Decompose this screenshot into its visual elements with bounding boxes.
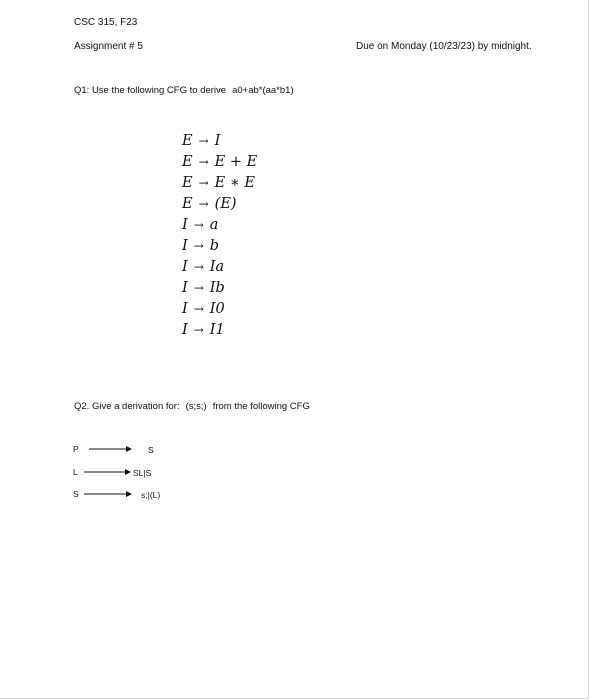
production-rhs: E + E bbox=[214, 154, 258, 170]
production-rhs: E ∗ E bbox=[214, 175, 255, 191]
production-rhs: Ib bbox=[209, 280, 225, 296]
production-rhs: I bbox=[214, 133, 221, 149]
due-date: Due on Monday (10/23/23) by midnight. bbox=[356, 41, 532, 52]
right-arrow-icon: → bbox=[193, 281, 204, 295]
production-lhs: I bbox=[182, 322, 188, 338]
question-1-prompt: Q1: Use the following CFG to derive bbox=[74, 85, 227, 96]
production-5 bbox=[182, 236, 257, 257]
production-8 bbox=[182, 299, 257, 320]
production-rhs: a bbox=[209, 217, 219, 233]
production-lhs: I bbox=[182, 217, 188, 233]
production-9 bbox=[182, 320, 257, 341]
question-2-prompt: Q2. Give a derivation for: bbox=[74, 401, 180, 412]
right-arrow-icon: → bbox=[193, 218, 204, 232]
production-lhs: I bbox=[182, 301, 188, 317]
cfg2-lhs-l: L bbox=[73, 467, 78, 477]
production-4 bbox=[182, 215, 257, 236]
production-lhs: E bbox=[182, 175, 193, 191]
cfg2-rhs-s: s;|(L) bbox=[141, 490, 161, 500]
right-arrow-icon: → bbox=[198, 134, 209, 148]
production-rhs: I1 bbox=[209, 322, 225, 338]
production-3 bbox=[182, 194, 257, 215]
production-1 bbox=[182, 152, 257, 173]
production-6 bbox=[182, 257, 257, 278]
assignment-title: Assignment # 5 bbox=[74, 41, 143, 52]
production-rhs: Ia bbox=[209, 259, 225, 275]
course-title: CSC 315, F23 bbox=[74, 17, 138, 28]
production-lhs: I bbox=[182, 280, 188, 296]
production-rhs: I0 bbox=[209, 301, 225, 317]
q1-grammar bbox=[182, 131, 257, 341]
right-arrow-icon: → bbox=[198, 176, 209, 190]
production-0 bbox=[182, 131, 257, 152]
cfg2-rhs-p: S bbox=[148, 445, 154, 455]
production-lhs: I bbox=[182, 259, 188, 275]
question-1-expression: a0+ab*(aa*b1) bbox=[232, 85, 294, 96]
question-2-string: (s;s;) bbox=[185, 401, 207, 412]
right-arrow-icon: → bbox=[193, 239, 204, 253]
production-7 bbox=[182, 278, 257, 299]
production-2 bbox=[182, 173, 257, 194]
production-rhs: (E) bbox=[214, 196, 237, 212]
right-arrow-icon: → bbox=[198, 197, 209, 211]
right-arrow-icon: → bbox=[193, 260, 204, 274]
question-1 bbox=[74, 85, 294, 96]
cfg2-rhs-l: SL|S bbox=[133, 468, 152, 478]
production-lhs: E bbox=[182, 154, 193, 170]
production-lhs: E bbox=[182, 196, 193, 212]
right-arrow-icon: → bbox=[193, 302, 204, 316]
question-2 bbox=[74, 401, 310, 412]
question-2-prompt-end: from the following CFG bbox=[212, 401, 310, 412]
cfg2-lhs-p: P bbox=[73, 444, 79, 454]
right-arrow-icon: → bbox=[193, 323, 204, 337]
production-lhs: I bbox=[182, 238, 188, 254]
cfg2-lhs-s: S bbox=[73, 489, 79, 499]
right-arrow-icon: → bbox=[198, 155, 209, 169]
production-rhs: b bbox=[209, 238, 220, 254]
production-lhs: E bbox=[182, 133, 193, 149]
